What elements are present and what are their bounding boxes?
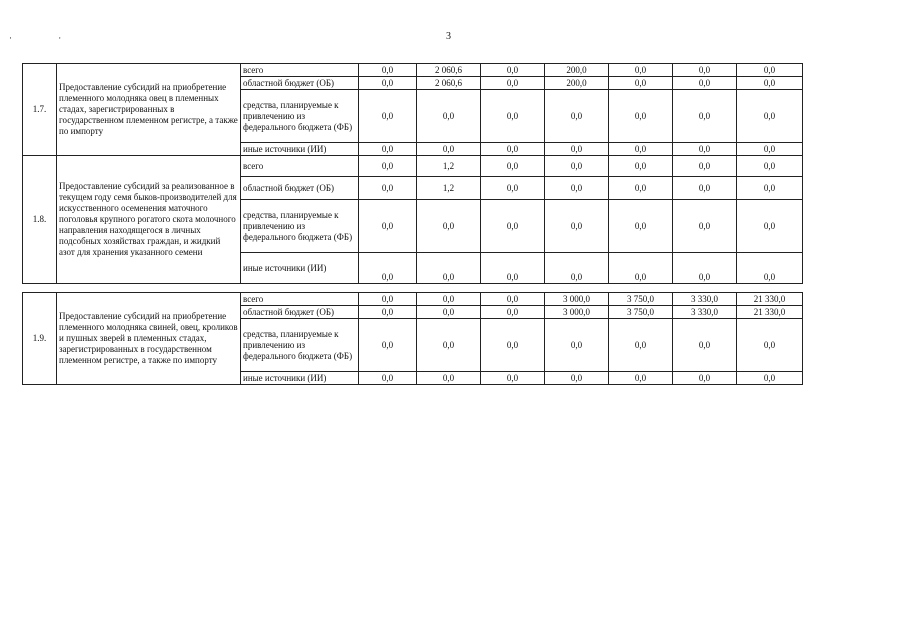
value-cell: 0,0	[481, 200, 545, 253]
value-cell: 0,0	[417, 143, 481, 156]
funding-source: всего	[241, 156, 359, 177]
value-cell: 0,0	[545, 156, 609, 177]
value-cell: 0,0	[359, 90, 417, 143]
table-row	[23, 156, 803, 177]
funding-source: областной бюджет (ОБ)	[241, 77, 359, 90]
value-cell: 0,0	[609, 143, 673, 156]
value-cell: 0,0	[481, 90, 545, 143]
value-cell: 0,0	[673, 319, 737, 372]
value-cell: 0,0	[481, 372, 545, 385]
funding-source: средства, планируемые к привлечению из федерального бюджета (ФБ)	[241, 200, 359, 253]
value-cell: 21 330,0	[737, 306, 803, 319]
value-cell: 0,0	[481, 306, 545, 319]
value-cell: 0,0	[417, 293, 481, 306]
value-cell: 0,0	[545, 200, 609, 253]
value-cell: 0,0	[545, 253, 609, 284]
value-cell: 0,0	[359, 156, 417, 177]
value-cell: 0,0	[545, 319, 609, 372]
value-cell: 0,0	[481, 64, 545, 77]
value-cell: 0,0	[359, 253, 417, 284]
value-cell: 0,0	[673, 64, 737, 77]
value-cell: 200,0	[545, 64, 609, 77]
value-cell: 0,0	[359, 293, 417, 306]
funding-source: иные источники (ИИ)	[241, 253, 359, 284]
value-cell: 0,0	[359, 77, 417, 90]
value-cell: 0,0	[545, 143, 609, 156]
value-cell: 0,0	[545, 177, 609, 200]
value-cell: 0,0	[609, 90, 673, 143]
value-cell: 0,0	[417, 306, 481, 319]
table-row	[23, 64, 803, 77]
value-cell: 0,0	[609, 372, 673, 385]
value-cell: 3 330,0	[673, 306, 737, 319]
funding-source: всего	[241, 293, 359, 306]
value-cell: 0,0	[359, 306, 417, 319]
value-cell: 2 060,6	[417, 64, 481, 77]
value-cell: 0,0	[737, 319, 803, 372]
value-cell: 0,0	[417, 90, 481, 143]
value-cell: 3 000,0	[545, 293, 609, 306]
group-separator	[23, 284, 803, 293]
value-cell: 0,0	[737, 77, 803, 90]
value-cell: 21 330,0	[737, 293, 803, 306]
value-cell: 1,2	[417, 156, 481, 177]
value-cell: 0,0	[359, 200, 417, 253]
value-cell: 0,0	[545, 372, 609, 385]
value-cell: 0,0	[481, 319, 545, 372]
funding-source: средства, планируемые к привлечению из федерального бюджета (ФБ)	[241, 90, 359, 143]
row-number: 1.8.	[23, 156, 57, 284]
value-cell: 3 000,0	[545, 306, 609, 319]
value-cell: 0,0	[417, 372, 481, 385]
value-cell: 0,0	[737, 90, 803, 143]
funding-source: всего	[241, 64, 359, 77]
value-cell: 0,0	[737, 143, 803, 156]
value-cell: 0,0	[481, 156, 545, 177]
funding-source: областной бюджет (ОБ)	[241, 306, 359, 319]
funding-source: иные источники (ИИ)	[241, 143, 359, 156]
measure-name: Предоставление субсидий за реализованное в текущем году семя быков-производителей для искусственного осеменения маточного поголовья крупного рогатого скота молочного направления находящегося в личных подсобных хозяйствах граждан, и жидкий азот для хранения указанного семени	[57, 156, 241, 284]
value-cell: 0,0	[359, 177, 417, 200]
value-cell: 0,0	[417, 200, 481, 253]
value-cell: 0,0	[359, 64, 417, 77]
value-cell: 0,0	[481, 143, 545, 156]
value-cell: 0,0	[673, 77, 737, 90]
value-cell: 0,0	[359, 143, 417, 156]
value-cell: 3 750,0	[609, 306, 673, 319]
value-cell: 0,0	[737, 372, 803, 385]
value-cell: 200,0	[545, 77, 609, 90]
row-number: 1.9.	[23, 293, 57, 385]
value-cell: 0,0	[737, 156, 803, 177]
value-cell: 0,0	[417, 253, 481, 284]
value-cell: 0,0	[673, 90, 737, 143]
value-cell: 0,0	[673, 156, 737, 177]
budget-table	[22, 63, 803, 385]
value-cell: 0,0	[673, 253, 737, 284]
value-cell: 0,0	[737, 64, 803, 77]
measure-name: Предоставление субсидий на приобретение племенного молодняка овец в племенных стадах, зарегистрированных в государственном племенном регистре, а также по импорту	[57, 64, 241, 156]
value-cell: 0,0	[359, 372, 417, 385]
value-cell: 0,0	[609, 64, 673, 77]
value-cell: 2 060,6	[417, 77, 481, 90]
value-cell: 0,0	[609, 200, 673, 253]
value-cell: 0,0	[609, 319, 673, 372]
measure-name: Предоставление субсидий на приобретение племенного молодняка свиней, овец, кроликов и пушных зверей в племенных стадах, зарегистрированных в государственном племенном регистре, а также по импорту	[57, 293, 241, 385]
value-cell: 0,0	[673, 372, 737, 385]
value-cell: 0,0	[673, 200, 737, 253]
value-cell: 3 750,0	[609, 293, 673, 306]
value-cell: 0,0	[359, 319, 417, 372]
funding-source: иные источники (ИИ)	[241, 372, 359, 385]
value-cell: 0,0	[481, 293, 545, 306]
value-cell: 0,0	[481, 177, 545, 200]
value-cell: 0,0	[481, 77, 545, 90]
value-cell: 0,0	[737, 253, 803, 284]
value-cell: 0,0	[673, 143, 737, 156]
corner-marks: · ·	[9, 33, 84, 43]
value-cell: 0,0	[545, 90, 609, 143]
value-cell: 0,0	[481, 253, 545, 284]
value-cell: 3 330,0	[673, 293, 737, 306]
table-row	[23, 293, 803, 306]
value-cell: 0,0	[609, 156, 673, 177]
row-number: 1.7.	[23, 64, 57, 156]
page-number: 3	[446, 31, 451, 42]
value-cell: 0,0	[609, 253, 673, 284]
value-cell: 0,0	[609, 77, 673, 90]
funding-source: областной бюджет (ОБ)	[241, 177, 359, 200]
value-cell: 0,0	[609, 177, 673, 200]
value-cell: 0,0	[737, 200, 803, 253]
value-cell: 0,0	[737, 177, 803, 200]
value-cell: 0,0	[673, 177, 737, 200]
value-cell: 0,0	[417, 319, 481, 372]
funding-source: средства, планируемые к привлечению из федерального бюджета (ФБ)	[241, 319, 359, 372]
value-cell: 1,2	[417, 177, 481, 200]
